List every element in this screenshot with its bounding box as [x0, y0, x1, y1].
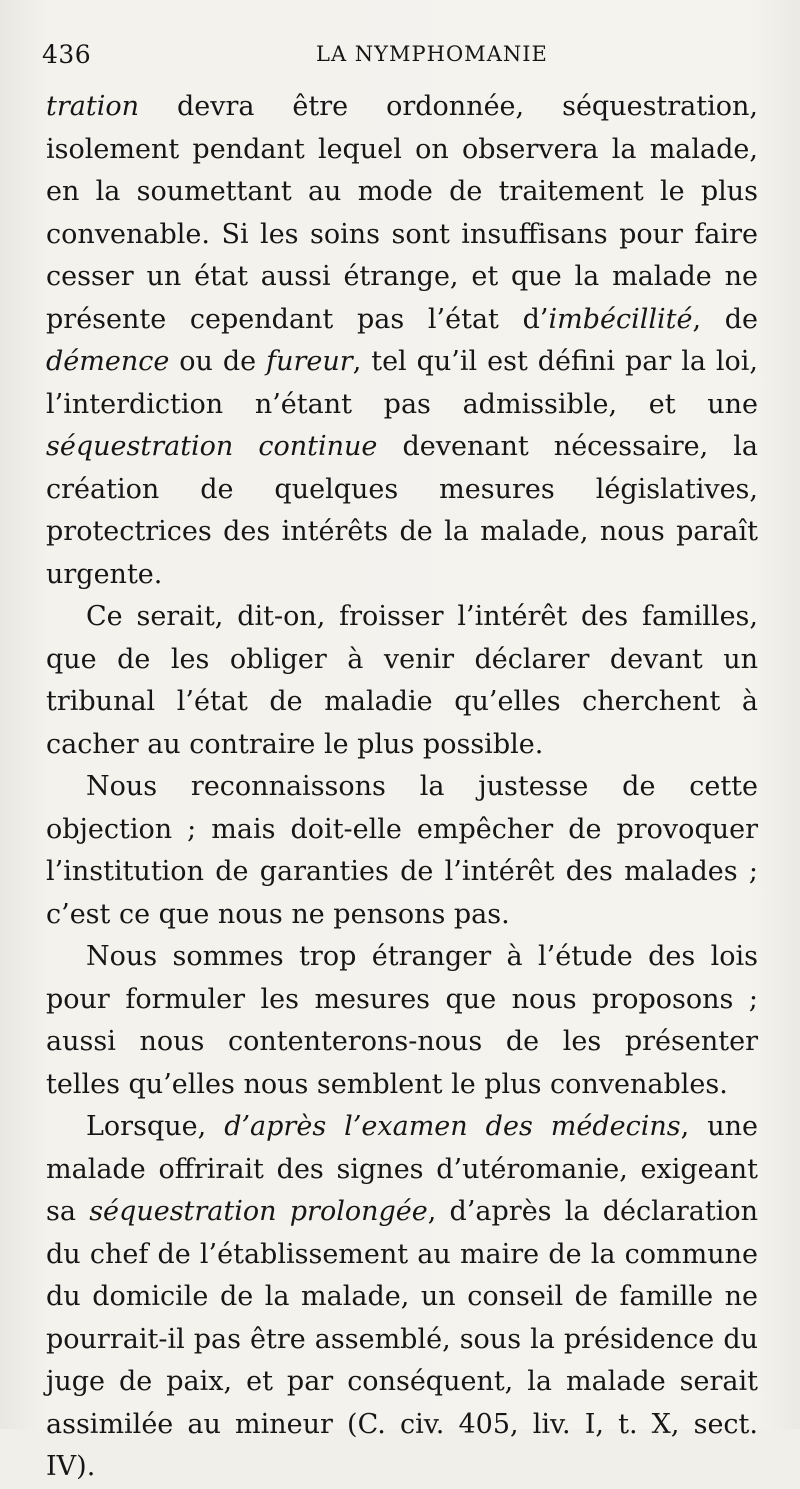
- text-italic: d’après l’examen des médecins: [224, 1111, 681, 1142]
- text-segment: , tel qu’il est défini par la loi, l’interdiction n’étant pas admissible, et une: [46, 346, 759, 420]
- running-head: LA NYMPHOMANIE: [316, 42, 548, 66]
- text-italic: tration: [46, 91, 139, 122]
- text-italic: séquestration continue: [46, 431, 378, 462]
- text-segment: Nous reconnaissons la justesse de cette objection ; mais doit-elle empêcher de provoquer l’institution de garanties de l’intérêt des malades ; c’est ce que nous ne pensons pas.: [46, 771, 758, 930]
- text-segment: , une malade offrirait des signes d’utéromanie, exigeant sa: [46, 1111, 758, 1227]
- text-italic: démence: [46, 346, 170, 377]
- text-segment: Nous sommes trop étranger à l’étude des lois pour formuler les mesures que nous proposons ; aussi nous contenterons-nous de les présenter telles qu’elles nous semblent le plus convenables.: [46, 941, 758, 1100]
- text-segment: devra être ordonnée, séquestration, isolement pendant lequel on observera la malade, en la soumettant au mode de traitement le plus convenable. Si les soins sont insuffisans pour faire cesser un état aussi étrange, et que la malade ne présente cependant pas l’état d’: [46, 91, 758, 335]
- text-segment: devenant nécessaire, la création de quelques mesures législatives, protectrices des intérêts de la malade, nous paraît urgente.: [46, 431, 758, 590]
- paragraph: [46, 1106, 758, 1489]
- paragraph: [46, 936, 758, 1106]
- text-segment: ou de: [169, 346, 267, 377]
- text-segment: , de: [692, 303, 758, 335]
- paragraph: [46, 86, 758, 596]
- text-italic: séquestration prolongée: [89, 1196, 428, 1227]
- page-number: 436: [42, 40, 92, 69]
- page-header: [36, 40, 756, 80]
- text-segment: Lorsque,: [86, 1111, 225, 1142]
- text-segment: , d’après la déclaration du chef de l’établissement au maire de la commune du domicile de la malade, un conseil de famille ne pourrait-il pas être assemblé, sous la présidence du juge de paix, et par conséquent, la malade serait assimilée au mineur (C. civ. 405, liv. I, t. X, sect. IV).: [46, 1196, 758, 1482]
- body-text: [46, 86, 758, 1489]
- paragraph: [46, 596, 758, 766]
- text-segment: Ce serait, dit-on, froisser l’intérêt des familles, que de les obliger à venir déclarer devant un tribunal l’état de maladie qu’elles cherchent à cacher au contraire le plus possible.: [46, 601, 758, 760]
- paragraph: [46, 766, 758, 936]
- text-italic: fureur: [266, 346, 353, 377]
- text-italic: imbécillité: [548, 303, 693, 335]
